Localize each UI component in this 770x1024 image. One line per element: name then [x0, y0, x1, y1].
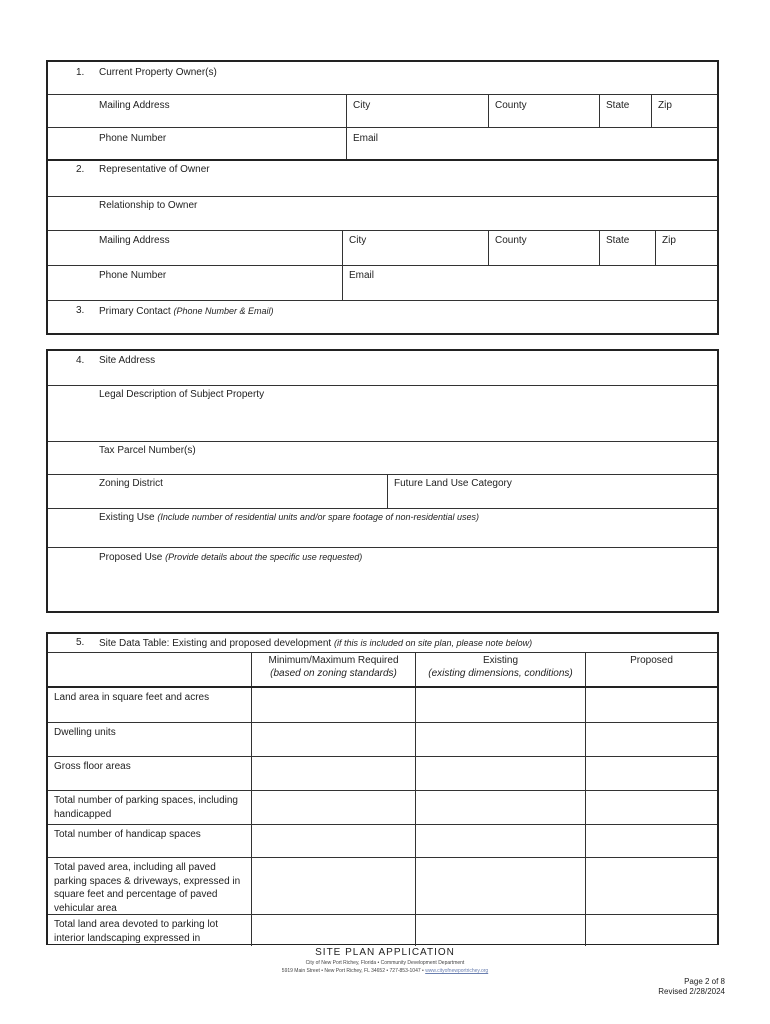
- footer-department: City of New Port Richey, Florida • Community Development Department: [305, 960, 465, 966]
- county-label: County: [495, 100, 527, 111]
- row-label-cell: [48, 723, 251, 756]
- proposed-header: Proposed: [630, 655, 673, 666]
- representative-label: Representative of Owner: [99, 164, 210, 175]
- primary-contact-note: (Phone Number & Email): [173, 306, 274, 316]
- legal-description-row[interactable]: [48, 386, 717, 442]
- rep-zip-field[interactable]: [655, 231, 717, 265]
- owner-mailing-row: [48, 95, 717, 128]
- table-row: [48, 723, 717, 757]
- existing-cell[interactable]: [415, 757, 585, 790]
- site-data-table: [46, 632, 719, 945]
- mailing-address-label: Mailing Address: [99, 235, 170, 246]
- owner-county-field[interactable]: [488, 95, 599, 127]
- table-title-note: (if this is included on site plan, please note below): [333, 638, 533, 648]
- relationship-row[interactable]: [48, 197, 717, 231]
- footer-website-link[interactable]: www.cityofnewportrichey.org: [425, 968, 489, 974]
- item-number: 3.: [76, 305, 85, 316]
- table-row: [48, 757, 717, 791]
- state-label: State: [606, 235, 630, 246]
- mailing-address-label: Mailing Address: [99, 100, 170, 111]
- proposed-cell[interactable]: [585, 915, 717, 946]
- city-label: City: [349, 235, 367, 246]
- existing-use-row[interactable]: [48, 509, 717, 548]
- existing-cell[interactable]: [415, 688, 585, 722]
- row-label-cell: [48, 915, 251, 946]
- email-label: Email: [349, 270, 375, 281]
- owner-phone-field[interactable]: [48, 128, 346, 159]
- row-label: Total number of parking spaces, including handicapped: [54, 795, 238, 820]
- owner-section: [46, 60, 719, 335]
- revised-date: Revised 2/28/2024: [658, 987, 725, 996]
- item-number: 1.: [76, 67, 85, 78]
- rep-email-field[interactable]: [342, 266, 717, 300]
- page-number: Page 2 of 8: [684, 977, 725, 986]
- zoning-district-label: Zoning District: [99, 478, 163, 489]
- header-minmax: [251, 653, 415, 686]
- row-label: Total land area devoted to parking lot interior landscaping expressed in: [54, 919, 218, 944]
- proposed-cell[interactable]: [585, 723, 717, 756]
- item-number: 2.: [76, 164, 85, 175]
- legal-description-label: Legal Description of Subject Property: [99, 389, 265, 400]
- row-label-cell: [48, 791, 251, 824]
- representative-row[interactable]: [48, 161, 717, 197]
- table-row: [48, 915, 717, 946]
- zoning-field[interactable]: [48, 475, 387, 508]
- table-row: [48, 688, 717, 723]
- row-label: Gross floor areas: [54, 761, 131, 772]
- row-label-cell: [48, 688, 251, 722]
- minmax-cell[interactable]: [251, 915, 415, 946]
- minmax-cell[interactable]: [251, 688, 415, 722]
- existing-cell[interactable]: [415, 825, 585, 857]
- row-label: Total number of handicap spaces: [54, 829, 201, 840]
- table-row: [48, 858, 717, 915]
- proposed-cell[interactable]: [585, 688, 717, 722]
- primary-contact-row[interactable]: [48, 301, 717, 333]
- owner-phone-row: [48, 128, 717, 161]
- proposed-cell[interactable]: [585, 825, 717, 857]
- existing-header: Existing: [482, 655, 518, 666]
- table-header-row: [48, 653, 717, 688]
- relationship-label: Relationship to Owner: [99, 200, 198, 211]
- item-number: 5.: [76, 637, 85, 648]
- phone-number-label: Phone Number: [99, 133, 167, 144]
- row-label: Land area in square feet and acres: [54, 692, 210, 703]
- email-label: Email: [353, 133, 379, 144]
- minmax-cell[interactable]: [251, 858, 415, 914]
- future-land-use-field[interactable]: [387, 475, 717, 508]
- rep-state-field[interactable]: [599, 231, 655, 265]
- site-address-row[interactable]: [48, 351, 717, 386]
- proposed-use-note: (Provide details about the specific use requested): [165, 552, 363, 562]
- site-address-label: Site Address: [99, 355, 156, 366]
- current-owner-label: Current Property Owner(s): [99, 67, 217, 78]
- zip-label: Zip: [658, 100, 672, 111]
- footer-address: [0, 968, 770, 974]
- rep-mailing-field[interactable]: [48, 231, 342, 265]
- minmax-header: Minimum/Maximum Required: [268, 655, 399, 666]
- owner-city-field[interactable]: [346, 95, 488, 127]
- minmax-header-note: (based on zoning standards): [270, 668, 397, 679]
- item-number: 4.: [76, 355, 85, 366]
- current-owner-row[interactable]: [48, 62, 717, 95]
- footer-title: SITE PLAN APPLICATION: [315, 947, 455, 958]
- table-title: Site Data Table: Existing and proposed development: [99, 638, 332, 649]
- proposed-use-label: Proposed Use: [99, 552, 163, 563]
- table-row: [48, 791, 717, 825]
- site-section: [46, 349, 719, 613]
- existing-use-note: (Include number of residential units and/or spare footage of non-residential uses): [157, 512, 480, 522]
- owner-email-field[interactable]: [346, 128, 717, 159]
- header-existing: [415, 653, 585, 686]
- minmax-cell[interactable]: [251, 723, 415, 756]
- phone-number-label: Phone Number: [99, 270, 167, 281]
- future-land-use-label: Future Land Use Category: [394, 478, 512, 489]
- city-label: City: [353, 100, 371, 111]
- zip-label: Zip: [662, 235, 676, 246]
- proposed-cell[interactable]: [585, 858, 717, 914]
- owner-zip-field[interactable]: [651, 95, 717, 127]
- row-label-cell: [48, 825, 251, 857]
- primary-contact-label: Primary Contact: [99, 306, 171, 317]
- existing-cell[interactable]: [415, 915, 585, 946]
- table-row: [48, 825, 717, 858]
- minmax-cell[interactable]: [251, 825, 415, 857]
- rep-mailing-row: [48, 231, 717, 266]
- proposed-cell[interactable]: [585, 791, 717, 824]
- existing-cell[interactable]: [415, 858, 585, 914]
- rep-phone-field[interactable]: [48, 266, 342, 300]
- tax-parcel-label: Tax Parcel Number(s): [99, 445, 196, 456]
- state-label: State: [606, 100, 630, 111]
- row-label: Dwelling units: [54, 727, 116, 738]
- county-label: County: [495, 235, 527, 246]
- row-label-cell: [48, 757, 251, 790]
- tax-parcel-row[interactable]: [48, 442, 717, 475]
- existing-cell[interactable]: [415, 791, 585, 824]
- minmax-cell[interactable]: [251, 757, 415, 790]
- existing-header-note: (existing dimensions, conditions): [428, 668, 573, 679]
- rep-city-field[interactable]: [342, 231, 488, 265]
- header-proposed: [585, 653, 717, 686]
- footer-address-text: 5919 Main Street • New Port Richey, FL 34652 • 727-853-1047 •: [281, 968, 424, 974]
- minmax-cell[interactable]: [251, 791, 415, 824]
- existing-use-label: Existing Use: [99, 512, 155, 523]
- header-blank-cell: [48, 653, 251, 686]
- zoning-row: [48, 475, 717, 509]
- owner-mailing-field[interactable]: [48, 95, 346, 127]
- rep-phone-row: [48, 266, 717, 301]
- proposed-use-row[interactable]: [48, 548, 717, 611]
- proposed-cell[interactable]: [585, 757, 717, 790]
- row-label-cell: [48, 858, 251, 914]
- existing-cell[interactable]: [415, 723, 585, 756]
- owner-state-field[interactable]: [599, 95, 651, 127]
- table-title-row: [48, 634, 717, 653]
- rep-county-field[interactable]: [488, 231, 599, 265]
- row-label: Total paved area, including all paved parking spaces & driveways, expressed in square feet and percentage of paved vehicular area: [54, 862, 241, 914]
